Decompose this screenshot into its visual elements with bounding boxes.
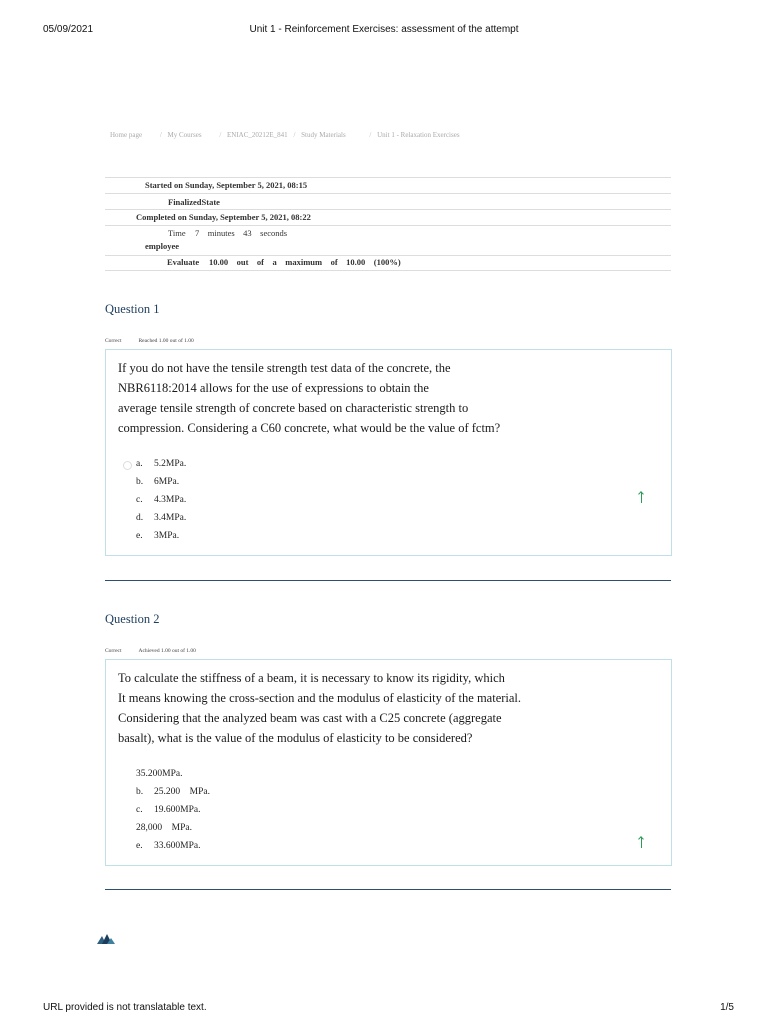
answer-text: 6MPa. (154, 477, 180, 487)
answer-text: 35.200MPa. (136, 769, 183, 779)
answer-text: 33.600MPa. (154, 841, 201, 851)
question-1-text-line: average tensile strength of concrete based on characteristic strength to (118, 401, 469, 415)
answer-letter: b. (136, 477, 144, 487)
check-mark-icon (641, 492, 642, 503)
question-2-answer-a[interactable] (136, 769, 182, 779)
state-label: FinalizedState (168, 197, 220, 207)
time-label: Time (168, 228, 186, 238)
summary-row-started (105, 178, 671, 194)
evaluate-label: Evaluate (167, 257, 200, 267)
question-1-box (105, 349, 672, 556)
radio-icon[interactable] (123, 461, 132, 470)
answer-letter: b. (136, 787, 144, 797)
question-2-status (105, 648, 196, 654)
breadcrumb: Home page / My Courses / ENIAC_20212E_841 / Study Materials / Unit 1 - Relaxation Exercises (110, 131, 460, 139)
evaluate-value: 10.00 out of a maximum of 10.00 (100%) (209, 257, 401, 267)
question-1-answer-a[interactable] (136, 459, 186, 469)
answer-letter: a. (136, 459, 143, 469)
question-2-text (118, 668, 658, 748)
attempt-summary (105, 177, 671, 271)
answer-text: 5.2MPa. (154, 459, 187, 469)
question-1-text-line: compression. Considering a C60 concrete, what would be the value of fctm? (118, 421, 501, 435)
answer-letter: d. (136, 513, 144, 523)
check-mark-icon (641, 837, 642, 848)
answer-letter: c. (136, 805, 143, 815)
question-1-title: Question 1 (105, 302, 160, 316)
answer-text: 3.4MPa. (154, 513, 187, 523)
question-2-answer-d[interactable] (136, 823, 192, 833)
summary-row-state (105, 194, 671, 210)
summary-row-grade (105, 256, 671, 271)
question-1-status-label: Correct (105, 338, 122, 344)
summary-row-time (105, 226, 671, 241)
question-2-text-line: To calculate the stiffness of a beam, it is necessary to know its rigidity, which (118, 671, 505, 685)
question-1-answer-d[interactable] (136, 513, 186, 523)
breadcrumb-item-my-courses[interactable]: My Courses (167, 131, 202, 139)
question-2-box (105, 659, 672, 866)
question-2-title: Question 2 (105, 612, 160, 626)
time-value: 7 minutes 43 seconds (195, 228, 288, 238)
answer-letter: c. (136, 495, 143, 505)
question-1-grade: Reached 1.00 out of 1.00 (138, 338, 194, 344)
question-2-grade: Achieved 1.00 out of 1.00 (138, 648, 196, 654)
answer-letter: e. (136, 531, 143, 541)
question-2-text-line: Considering that the analyzed beam was cast with a C25 concrete (aggregate (118, 711, 502, 725)
summary-row-employee (105, 241, 671, 256)
answer-text: 25.200 MPa. (154, 787, 210, 797)
answer-text: 4.3MPa. (154, 495, 187, 505)
question-2-answer-e[interactable] (136, 841, 200, 851)
started-label: Started on Sunday, September 5, 2021, 08:15 (145, 180, 308, 190)
summary-row-completed (105, 210, 671, 226)
question-1-text-line: If you do not have the tensile strength test data of the concrete, the (118, 361, 451, 375)
question-divider (105, 889, 671, 890)
question-1-text (118, 358, 658, 438)
question-1-text-line: NBR6118:2014 allows for the use of expressions to obtain the (118, 381, 429, 395)
answer-text: 28,000 MPa. (136, 823, 192, 833)
question-1-answer-e[interactable] (136, 531, 179, 541)
completed-label: Completed on Sunday, September 5, 2021, 08:22 (136, 212, 311, 222)
answer-letter: e. (136, 841, 143, 851)
question-2-answer-c[interactable] (136, 805, 200, 815)
question-2-text-line: basalt), what is the value of the modulus of elasticity to be considered? (118, 731, 473, 745)
question-1-answer-b[interactable] (136, 477, 179, 487)
question-2-status-label: Correct (105, 648, 122, 654)
question-2-answer-b[interactable] (136, 787, 210, 797)
print-footer-url: URL provided is not translatable text. (43, 1002, 207, 1013)
print-title: Unit 1 - Reinforcement Exercises: assessment of the attempt (249, 24, 519, 35)
breadcrumb-item-course[interactable]: ENIAC_20212E_841 (227, 131, 288, 139)
breadcrumb-item-study-materials[interactable]: Study Materials (301, 131, 346, 139)
question-divider (105, 580, 671, 581)
answer-text: 19.600MPa. (154, 805, 201, 815)
breadcrumb-item-unit[interactable]: Unit 1 - Relaxation Exercises (377, 131, 460, 139)
employee-label: employee (145, 241, 179, 251)
question-1-status (105, 338, 194, 344)
question-1-answer-c[interactable] (136, 495, 186, 505)
print-date: 05/09/2021 (43, 24, 94, 35)
mountain-logo-icon (97, 934, 115, 944)
answer-text: 3MPa. (154, 531, 180, 541)
breadcrumb-item-home[interactable]: Home page (110, 131, 143, 139)
question-2-text-line: It means knowing the cross-section and the modulus of elasticity of the material. (118, 691, 522, 705)
print-footer-page-number: 1/5 (720, 1002, 734, 1013)
